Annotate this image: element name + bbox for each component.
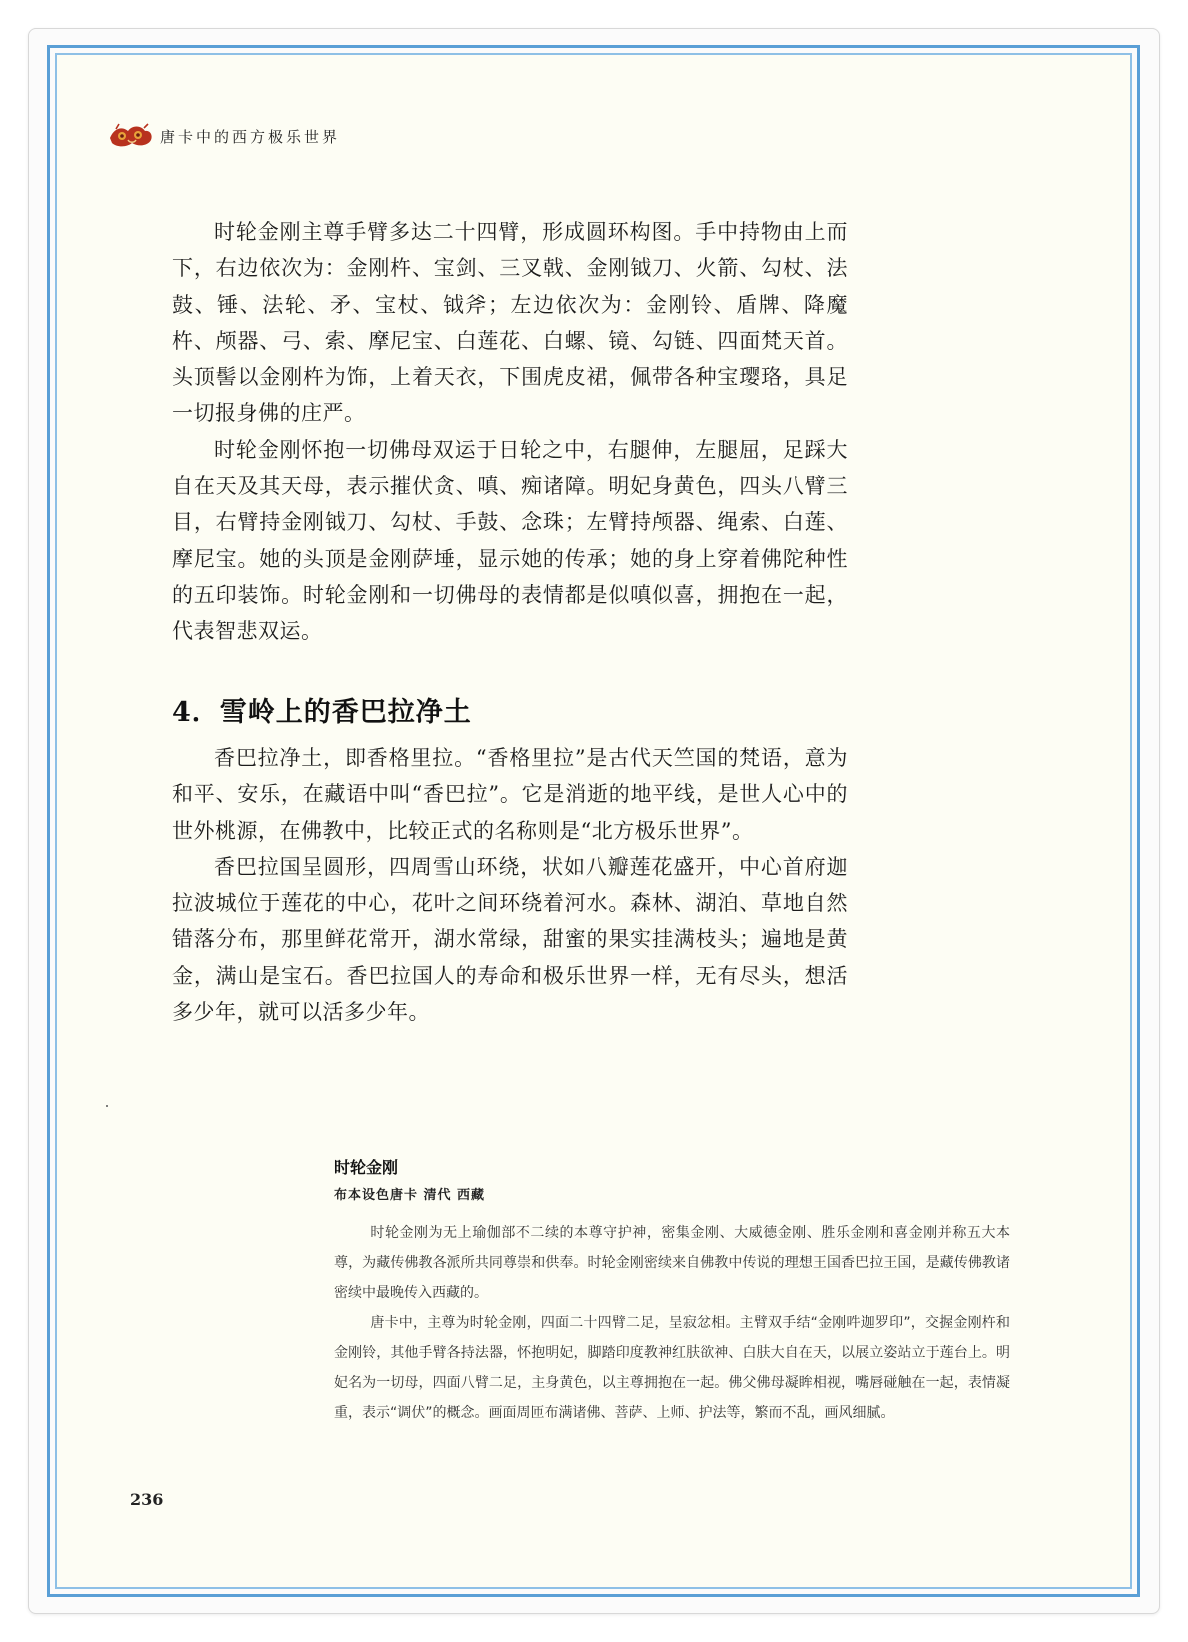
- body-section-1: [172, 214, 848, 650]
- body-section-2: [172, 740, 848, 1030]
- speck-mark: [106, 1105, 108, 1107]
- caption-subtitle: 布本设色唐卡 清代 西藏: [334, 1188, 486, 1203]
- body-paragraph: 时轮金刚怀抱一切佛母双运于日轮之中，右腿伸，左腿屈，足踩大自在天及其天母，表示摧伏贪、嗔、痴诸障。明妃身黄色，四头八臂三目，右臂持金刚钺刀、勾杖、手鼓、念珠；左臂持颅器、绳索、白莲、摩尼宝。她的头顶是金刚萨埵，显示她的传承；她的身上穿着佛陀种性的五印装饰。时轮金刚和一切佛母的表情都是似嗔似喜，拥抱在一起，代表智悲双运。: [172, 437, 848, 644]
- section-heading: 4．雪岭上的香巴拉净土: [172, 697, 472, 728]
- caption-body: [334, 1218, 1010, 1428]
- header-title: 唐卡中的西方极乐世界: [160, 127, 341, 146]
- body-paragraph: 香巴拉净土，即香格里拉。“香格里拉”是古代天竺国的梵语，意为和平、安乐，在藏语中叫“香巴拉”。它是消逝的地平线，是世人心中的世外桃源，在佛教中，比较正式的名称则是“北方极乐世界”。: [172, 746, 848, 843]
- ornament-icon: [108, 122, 154, 150]
- body-paragraph: 香巴拉国呈圆形，四周雪山环绕，状如八瓣莲花盛开，中心首府迦拉波城位于莲花的中心，花叶之间环绕着河水。森林、湖泊、草地自然错落分布，那里鲜花常开，湖水常绿，甜蜜的果实挂满枝头；遍地是黄金，满山是宝石。香巴拉国人的寿命和极乐世界一样，无有尽头，想活多少年，就可以活多少年。: [172, 854, 848, 1025]
- running-header: [108, 122, 340, 150]
- caption-paragraph: 唐卡中，主尊为时轮金刚，四面二十四臂二足，呈寂忿相。主臂双手结“金刚吽迦罗印”，交握金刚杵和金刚铃，其他手臂各持法器，怀抱明妃，脚踏印度教神红肤欲神、白肤大自在天，以展立姿站立于莲台上。明妃名为一切母，四面八臂二足，主身黄色，以主尊拥抱在一起。佛父佛母凝眸相视，嘴唇碰触在一起，表情凝重，表示“调伏”的概念。画面周匝布满诸佛、菩萨、上师、护法等，繁而不乱，画风细腻。: [334, 1315, 1010, 1421]
- page-number: 236: [130, 1490, 164, 1509]
- body-paragraph: 时轮金刚主尊手臂多达二十四臂，形成圆环构图。手中持物由上而下，右边依次为：金刚杵、宝剑、三叉戟、金刚钺刀、火箭、勾杖、法鼓、锤、法轮、矛、宝杖、钺斧；左边依次为：金刚铃、盾牌、降魔杵、颅器、弓、索、摩尼宝、白莲花、白螺、镜、勾链、四面梵天首。头顶髻以金刚杵为饰，上着天衣，下围虎皮裙，佩带各种宝璎珞，具足一切报身佛的庄严。: [172, 220, 848, 426]
- caption-title: 时轮金刚: [334, 1158, 399, 1177]
- caption-paragraph: 时轮金刚为无上瑜伽部不二续的本尊守护神，密集金刚、大威德金刚、胜乐金刚和喜金刚并称五大本尊，为藏传佛教各派所共同尊崇和供奉。时轮金刚密续来自佛教中传说的理想王国香巴拉王国，是藏传佛教诸密续中最晚传入西藏的。: [334, 1225, 1010, 1301]
